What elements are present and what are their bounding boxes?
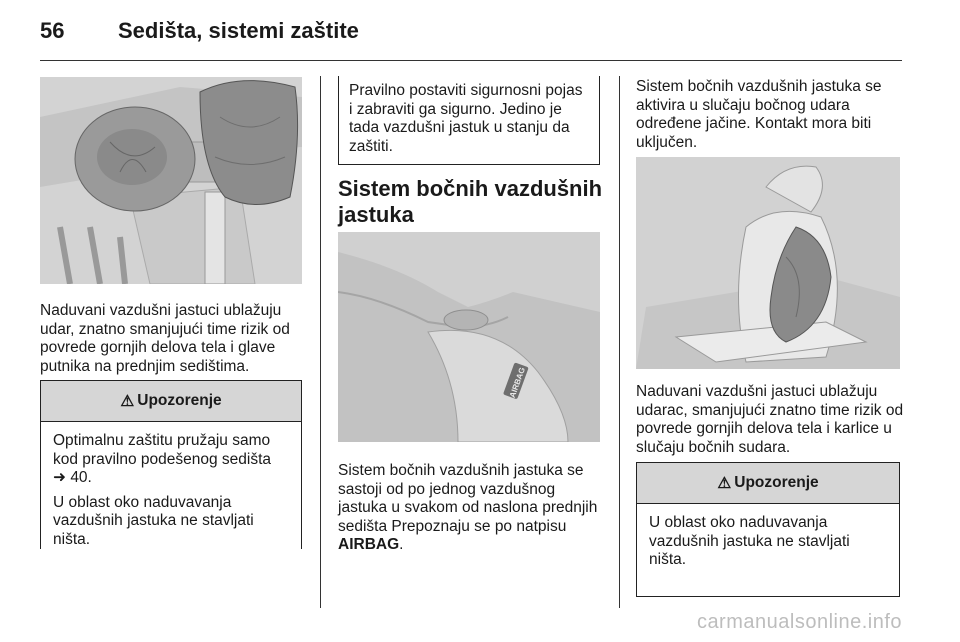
airbag-label-text: AIRBAG xyxy=(338,536,400,554)
header-divider xyxy=(40,60,902,61)
column-divider xyxy=(320,76,321,608)
warning-text: U oblast oko naduvavanja vazdušnih jastuka ne stavljati ništa. xyxy=(53,493,254,548)
page-reference-icon: ➜ xyxy=(53,469,66,487)
warning-title: Upozorenje xyxy=(137,392,222,409)
front-airbag-caption: Naduvani vazdušni jastuci ublažuju udar, znatno smanjujući time rizik od povrede gornjih delova tela i glave putnika na prednjim sedištima. xyxy=(40,302,290,375)
warning-text: Optimalnu zaštitu pružaju samo kod pravilno podešenog sedišta xyxy=(53,432,272,468)
note-box xyxy=(338,76,600,165)
warning-header xyxy=(637,463,899,504)
warning-title: Upozorenje xyxy=(734,474,819,491)
note-text: Pravilno postaviti sigurnosni pojas i zabraviti ga sigurno. Jedino je tada vazdušni jastuk u stanju da zaštiti. xyxy=(349,82,583,155)
front-airbag-illustration xyxy=(40,77,302,284)
airbag-label-tag: AIRBAG xyxy=(507,366,528,399)
column-divider xyxy=(619,76,620,608)
description-text: Sistem bočnih vazdušnih jastuka se sastoji od po jednog vazdušnog jastuka u svakom od naslona prednjih sedišta Prepoznaju se po natpisu xyxy=(338,462,598,535)
warning-icon: ⚠ xyxy=(120,392,135,410)
page-number: 56 xyxy=(40,18,65,43)
side-airbag-label-illustration xyxy=(338,232,600,442)
warning-page-ref[interactable]: 40. xyxy=(70,469,92,487)
page-title: Sedišta, sistemi zaštite xyxy=(118,18,359,43)
side-airbag-description xyxy=(338,462,608,555)
warning-box xyxy=(40,380,302,549)
warning-text: U oblast oko naduvavanja vazdušnih jastuka ne stavljati ništa. xyxy=(649,514,850,569)
side-airbag-caption: Naduvani vazdušni jastuci ublažuju udarac, smanjujući znatno time rizik od povrede gornjih delova tela i karlice u slučaju bočnih sudara. xyxy=(636,383,904,456)
warning-body xyxy=(637,504,899,586)
warning-body xyxy=(41,422,301,566)
warning-header xyxy=(41,381,301,422)
section-heading: Sistem bočnih vazdušnih jastuka xyxy=(338,176,603,227)
watermark: carmanualsonline.info xyxy=(696,611,902,633)
warning-icon: ⚠ xyxy=(717,474,732,492)
side-airbag-intro: Sistem bočnih vazdušnih jastuka se aktivira u slučaju bočnog udara određene jačine. Kontakt mora biti uključen. xyxy=(636,78,882,151)
side-airbag-seat-illustration xyxy=(636,157,900,369)
warning-box xyxy=(636,462,900,597)
description-end: . xyxy=(399,536,404,554)
